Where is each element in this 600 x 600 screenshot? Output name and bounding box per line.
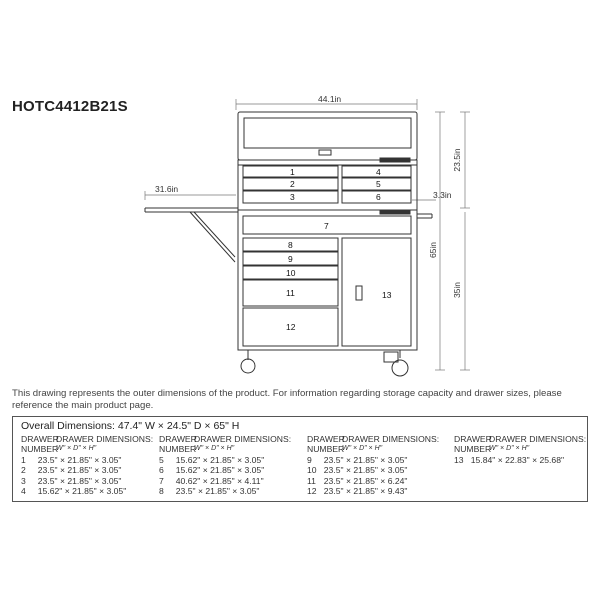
table-row: 10 23.5" × 21.85" × 3.05" bbox=[307, 465, 408, 476]
drawer-number: 5 bbox=[376, 179, 381, 189]
header-drawer: DRAWER bbox=[454, 434, 492, 444]
bottom-height-label: 35in bbox=[452, 281, 462, 299]
table-column-3 bbox=[307, 434, 439, 496]
table-row: 1 23.5" × 21.85" × 3.05" bbox=[21, 454, 122, 465]
table-column-1 bbox=[21, 434, 153, 496]
header-units: W" × D" × H" bbox=[489, 445, 530, 453]
header-number: NUMBER bbox=[454, 444, 492, 455]
table-column-4 bbox=[454, 434, 586, 465]
dimension-labels bbox=[155, 94, 462, 298]
header-units: W" × D" × H" bbox=[56, 445, 97, 453]
drawer-number: 7 bbox=[324, 221, 329, 231]
header-drawer: DRAWER bbox=[21, 434, 59, 444]
handle-depth-label: 3.3in bbox=[433, 190, 452, 200]
drawer-number: 1 bbox=[290, 167, 295, 177]
overall-dimensions: Overall Dimensions: 47.4" W × 24.5" D × 65" H bbox=[21, 420, 240, 432]
drawer-number: 11 bbox=[286, 288, 295, 298]
table-row: 3 23.5" × 21.85" × 3.05" bbox=[21, 475, 122, 486]
table-row: 11 23.5" × 21.85" × 6.24" bbox=[307, 475, 408, 486]
table-row: 6 15.62" × 21.85" × 3.05" bbox=[159, 465, 265, 476]
header-dims: DRAWER DIMENSIONS: bbox=[489, 434, 587, 444]
model-number: HOTC4412B21S bbox=[12, 98, 128, 115]
drawer-number: 9 bbox=[288, 254, 293, 264]
table-row: 7 40.62" × 21.85" × 4.11" bbox=[159, 475, 264, 486]
header-dims: DRAWER DIMENSIONS: bbox=[194, 434, 292, 444]
width-label: 44.1in bbox=[318, 94, 342, 104]
header-drawer: DRAWER bbox=[307, 434, 345, 444]
table-row: 2 23.5" × 21.85" × 3.05" bbox=[21, 465, 122, 476]
table-row: 9 23.5" × 21.85" × 3.05" bbox=[307, 454, 408, 465]
total-height-label: 65in bbox=[428, 241, 438, 259]
table-row: 5 15.62" × 21.85" × 3.05" bbox=[159, 454, 265, 465]
table-row: 12 23.5" × 21.85" × 9.43" bbox=[307, 486, 408, 497]
shelf-label: 31.6in bbox=[155, 184, 179, 194]
header-number: NUMBER bbox=[307, 444, 345, 455]
drawer-number: 10 bbox=[286, 268, 296, 278]
drawer-numbers bbox=[286, 167, 392, 332]
header-units: W" × D" × H" bbox=[194, 445, 235, 453]
drawer-number: 13 bbox=[382, 290, 392, 300]
header-drawer: DRAWER bbox=[159, 434, 197, 444]
dimensions-table bbox=[12, 416, 588, 502]
drawer-number: 6 bbox=[376, 192, 381, 202]
header-units: W" × D" × H" bbox=[342, 445, 383, 453]
drawer-number: 8 bbox=[288, 240, 293, 250]
disclaimer-note: This drawing represents the outer dimensions of the product. For information regarding storage capacity and drawer sizes, please reference the main product page. bbox=[12, 388, 562, 411]
table-row: 4 15.62" × 21.85" × 3.05" bbox=[21, 486, 127, 497]
header-number: NUMBER bbox=[21, 444, 59, 455]
header-dims: DRAWER DIMENSIONS: bbox=[56, 434, 154, 444]
drawer-number: 3 bbox=[290, 192, 295, 202]
drawer-number: 4 bbox=[376, 167, 381, 177]
drawer-number: 2 bbox=[290, 179, 295, 189]
header-number: NUMBER bbox=[159, 444, 197, 455]
drawer-number: 12 bbox=[286, 322, 296, 332]
table-row: 8 23.5" × 21.85" × 3.05" bbox=[159, 486, 260, 497]
header-dims: DRAWER DIMENSIONS: bbox=[342, 434, 440, 444]
table-row: 13 15.84" × 22.83" × 25.68" bbox=[454, 454, 565, 465]
table-column-2 bbox=[159, 434, 291, 496]
top-height-label: 23.5in bbox=[452, 148, 462, 172]
